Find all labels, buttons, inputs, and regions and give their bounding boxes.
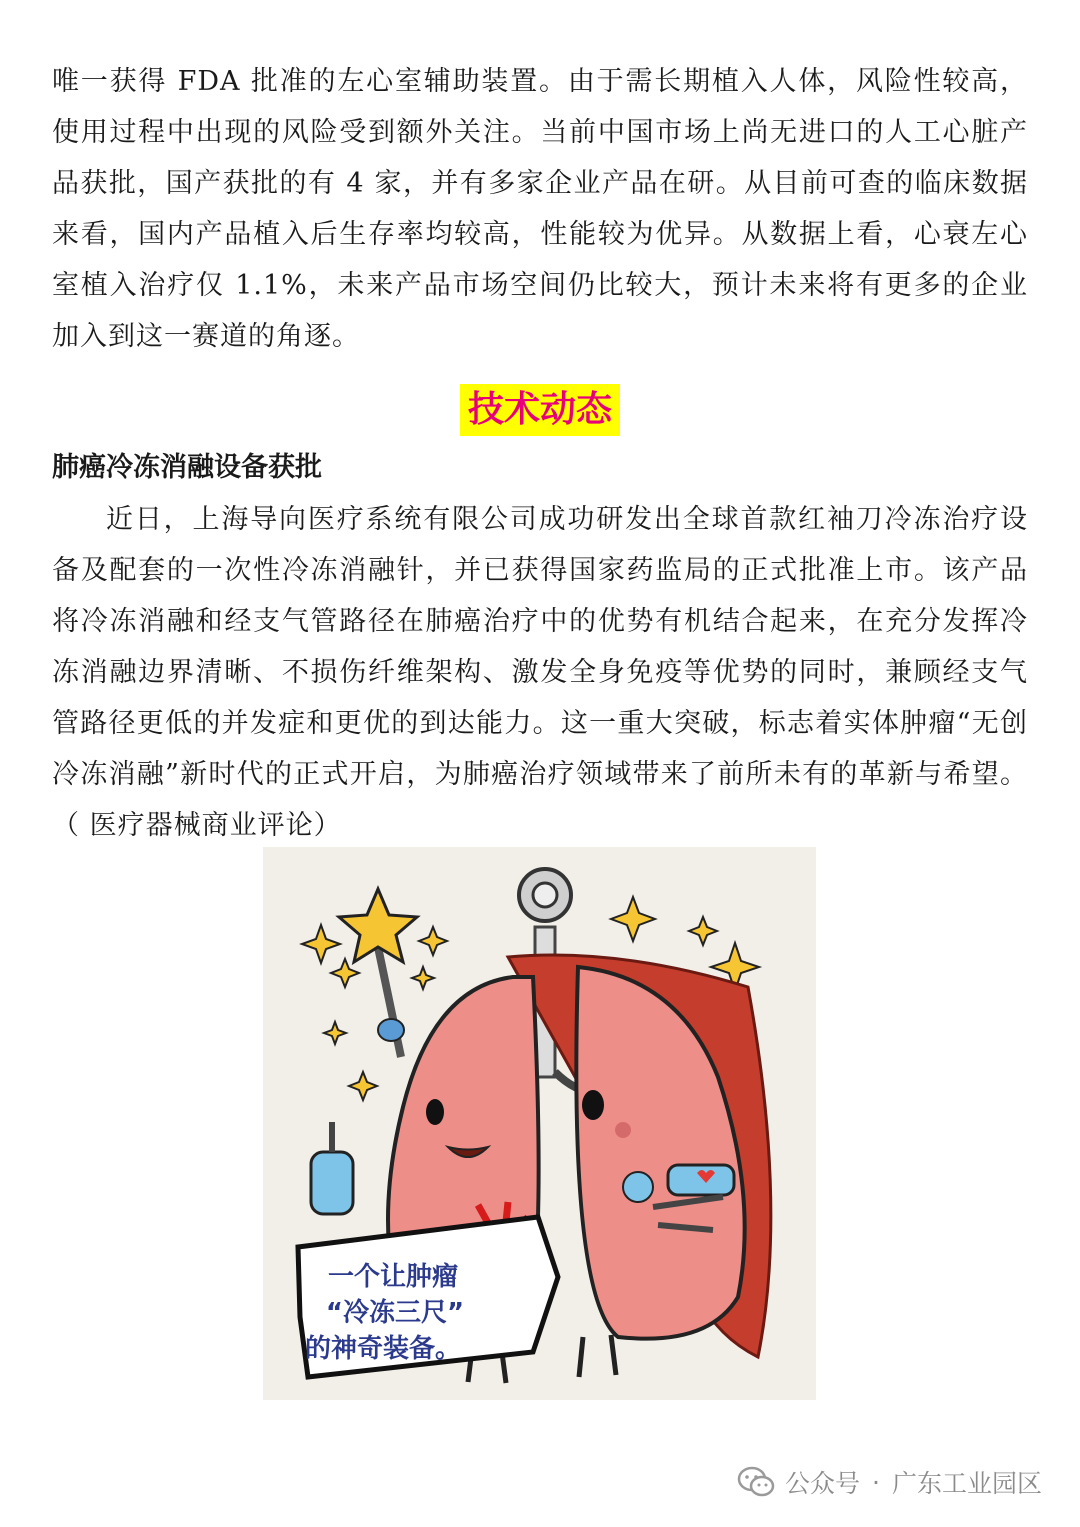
body-paragraph-1: 唯一获得 FDA 批准的左心室辅助装置。由于需长期植入人体，风险性较高，使用过程中出现的风险受到额外关注。当前中国市场上尚无进口的人工心脏产品获批，国产获批的有 4 家，并有多家企业产品在研。从目前可查的临床数据来看，国内产品植入后生存率均较高，性能较为优异。从数据上看，心衰左心室植入治疗仅 1.1%，未来产品市场空间仍比较大，预计未来将有更多的企业加入到这一赛道的角逐。 [52,66,1028,352]
body-paragraph-2: 近日，上海导向医疗系统有限公司成功研发出全球首款红袖刀冷冻治疗设备及配套的一次性冷冻消融针，并已获得国家药监局的正式批准上市。该产品将冷冻消融和经支气管路径在肺癌治疗中的优势有机结合起来，在充分发挥冷冻消融边界清晰、不损伤纤维架构、激发全身免疫等优势的同时，兼顾经支气管路径更低的并发症和更优的到达能力。这一重大突破，标志着实体肿瘤“无创冷冻消融”新时代的正式开启，为肺癌治疗领域带来了前所未有的革新与希望。（ 医疗器械商业评论） [52,504,1028,841]
footer-separator: · [872,1467,880,1497]
sign-line-1: 一个让肿瘤 [327,1262,459,1292]
lung-cartoon-illustration [263,847,816,1400]
wechat-icon [737,1466,775,1498]
footer-account-name: 广东工业园区 [891,1469,1042,1498]
section-heading: 技术动态 [460,384,620,436]
sign-line-2: “冷冻三尺” [325,1298,465,1328]
footer-account-label: 公众号 [785,1469,861,1498]
sign-line-3: 的神奇装备。 [304,1334,462,1364]
article-title: 肺癌冷冻消融设备获批 [52,452,322,483]
footer-watermark [737,1462,1042,1502]
